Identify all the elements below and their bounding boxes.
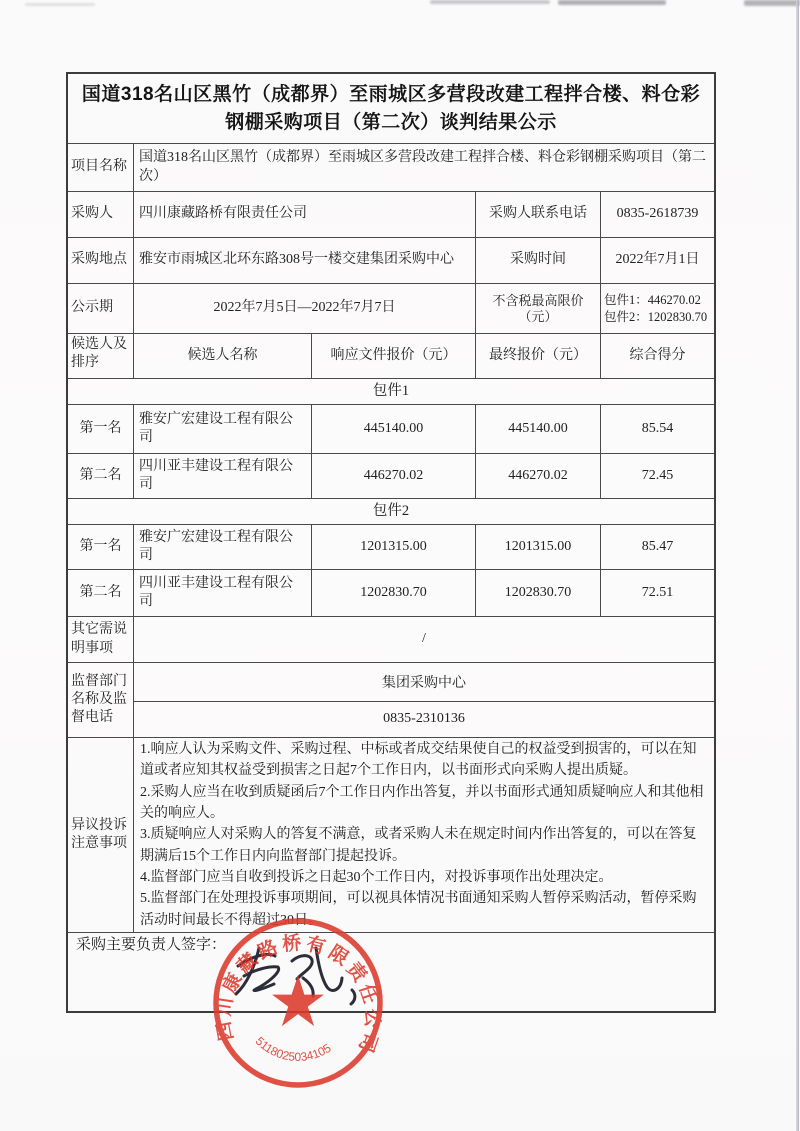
seal-number-text: 5118025034105 [252, 1033, 335, 1065]
final-price-cell: 1201315.00 [476, 525, 601, 569]
objection-item: 4.监督部门应当自收到投诉之日起30个工作日内，对投诉事项作出处理决定。 [140, 869, 613, 885]
table-row [68, 405, 714, 454]
doc-price-header: 响应文件报价（元） [312, 334, 476, 378]
doc-price-cell: 445140.00 [312, 405, 476, 453]
doc-price-cell: 446270.02 [312, 454, 476, 498]
doc-price-cell: 1202830.70 [312, 570, 476, 616]
objection-item: 2.采购人应当在收到质疑函后7个工作日内作出答复，并以书面形式通知质疑响应人和其他相关的响应人。 [140, 784, 704, 822]
scan-artifact [558, 0, 666, 5]
rank-cell: 第一名 [68, 405, 134, 453]
announcement-table [66, 72, 716, 1013]
seal-company-text: 四川康藏路桥有限责任公司 [213, 932, 383, 1055]
supervision-values [134, 663, 714, 737]
purchaser-phone-value: 0835-2618739 [616, 206, 699, 222]
table-row [68, 454, 714, 499]
publicity-period-value: 2022年7月5日—2022年7月7日 [134, 284, 476, 333]
price-limit-label-line2: （元） [518, 308, 558, 324]
purchaser-row [68, 192, 714, 238]
signature-row [68, 933, 714, 1011]
supervision-dept-phone: 0835-2310136 [383, 711, 465, 727]
table-row [68, 525, 714, 570]
objection-item: 5.监督部门在处理投诉事项期间，可以视具体情况书面通知采购人暂停采购活动，暂停采购活动时间最长不得超过30日。 [140, 891, 697, 928]
company-cell: 四川亚丰建设工程有限公司 [134, 570, 312, 616]
scan-artifact [25, 3, 95, 6]
objection-item: 1.响应人认为采购文件、采购过程、中标或者成交结果使自己的权益受到损害的，可以在知道或者应知其权益受到损害之日起7个工作日内，以书面形式向采购人提出质疑。 [140, 742, 697, 779]
final-price-header: 最终报价（元） [476, 334, 601, 378]
other-notes-value: / [422, 631, 426, 647]
company-cell: 雅安广宏建设工程有限公司 [134, 405, 312, 453]
price-limit-label [476, 284, 601, 333]
project-name-value: 国道318名山区黑竹（成都界）至雨城区多营段改建工程拌合楼、料仓彩钢棚采购项目（第二次） [139, 150, 706, 184]
location-value: 雅安市雨城区北环东路308号一楼交建集团采购中心 [134, 238, 476, 283]
page-edge-shadow [796, 0, 799, 1131]
package1-title: 包件1 [372, 383, 410, 400]
price-limit-pkg2: 包件2：1202830.70 [604, 309, 708, 324]
purchase-time-value: 2022年7月1日 [615, 252, 700, 268]
final-price-cell: 445140.00 [476, 405, 601, 453]
rank-cell: 第二名 [68, 454, 134, 498]
document-title-line1: 国道318名山区黑竹（成都界）至雨城区多营段改建工程拌合楼、料仓彩 [81, 83, 701, 105]
doc-price-cell: 1201315.00 [312, 525, 476, 569]
document-title [68, 74, 714, 144]
company-cell: 四川亚丰建设工程有限公司 [134, 454, 312, 498]
price-limit-pkg1: 包件1：446270.02 [604, 292, 701, 307]
location-row [68, 238, 714, 284]
purchaser-label: 采购人 [68, 192, 134, 237]
scan-artifact [744, 0, 800, 6]
price-limit-label-line1: 不含税最高限价 [492, 292, 584, 308]
document-title-line2: 钢棚采购项目（第二次）谈判结果公示 [225, 111, 557, 133]
rank-header: 候选人及排序 [68, 334, 134, 378]
final-price-cell: 446270.02 [476, 454, 601, 498]
scan-artifact [430, 0, 550, 4]
location-label: 采购地点 [68, 238, 134, 283]
score-header: 综合得分 [629, 347, 686, 363]
company-header: 候选人名称 [134, 334, 312, 378]
final-price-cell: 1202830.70 [476, 570, 601, 616]
table-row [68, 570, 714, 617]
publicity-period-row [68, 284, 714, 334]
package2-title: 包件2 [372, 503, 410, 520]
supervision-row [68, 663, 714, 738]
objection-item: 3.质疑响应人对采购人的答复不满意，或者采购人未在规定时间内作出答复的，可以在答复期满后15个工作日内向监督部门提起投诉。 [140, 827, 697, 864]
score-cell: 85.54 [641, 420, 674, 436]
supervision-dept-name: 集团采购中心 [382, 675, 466, 691]
signature-label: 采购主要负责人签字： [76, 937, 227, 953]
rank-cell: 第二名 [68, 570, 134, 616]
other-notes-label: 其它需说明事项 [68, 617, 134, 662]
score-cell: 85.47 [641, 538, 674, 554]
purchaser-phone-label: 采购人联系电话 [476, 192, 601, 237]
purchase-time-label: 采购时间 [476, 238, 601, 283]
supervision-label: 监督部门名称及监督电话 [68, 663, 134, 737]
objection-row [68, 738, 714, 933]
package2-band [68, 499, 714, 525]
svg-text:5118025034105 [253, 1034, 335, 1064]
objection-label: 异议投诉注意事项 [68, 738, 134, 932]
other-notes-row [68, 617, 714, 663]
candidates-header-row [68, 334, 714, 379]
price-limit-values [601, 284, 714, 333]
publicity-period-label: 公示期 [68, 284, 134, 333]
objection-text [134, 738, 714, 932]
score-cell: 72.51 [641, 584, 674, 600]
score-cell: 72.45 [641, 467, 674, 483]
company-cell: 雅安广宏建设工程有限公司 [134, 525, 312, 569]
project-name-row [68, 144, 714, 192]
project-name-label: 项目名称 [68, 144, 134, 191]
rank-cell: 第一名 [68, 525, 134, 569]
package1-band [68, 379, 714, 405]
purchaser-value: 四川康藏路桥有限责任公司 [134, 192, 476, 237]
